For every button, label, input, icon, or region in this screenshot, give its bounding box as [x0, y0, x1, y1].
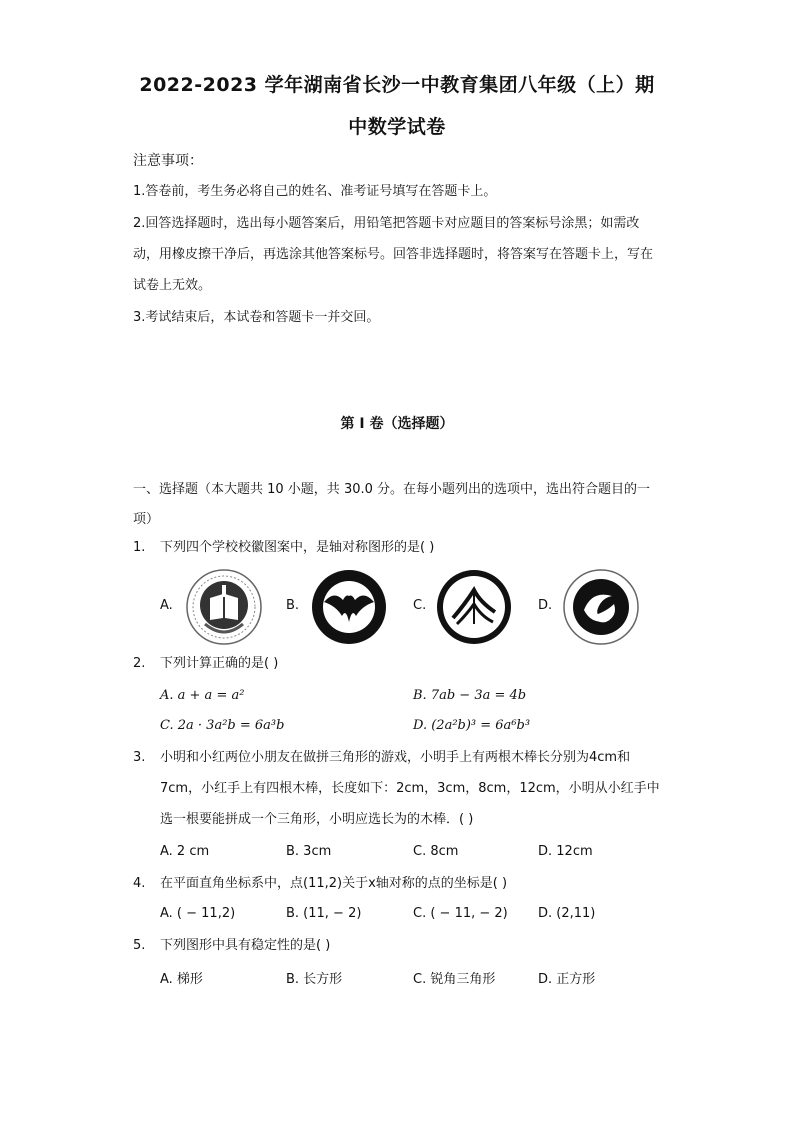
question-number: 2.: [133, 656, 146, 671]
question-number: 5.: [133, 938, 146, 953]
option-2d: D. (2a²b)³ = 6a⁶b³: [413, 718, 531, 733]
option-5b: B. 长方形: [286, 972, 343, 987]
question-text: 下列计算正确的是( ): [160, 656, 279, 671]
notice-item-1: 1.答卷前，考生务必将自己的姓名、准考证号填写在答题卡上。: [133, 184, 497, 199]
option-1a-label: A.: [160, 598, 173, 613]
question-text: 在平面直角坐标系中，点(11,2)关于x轴对称的点的坐标是( ): [160, 876, 508, 891]
option-5d: D. 正方形: [538, 972, 596, 987]
option-4d: D. (2,11): [538, 906, 596, 921]
question-number: 4.: [133, 876, 146, 891]
option-3d: D. 12cm: [538, 844, 593, 859]
notice-heading: 注意事项：: [133, 153, 203, 169]
option-3c: C. 8cm: [413, 844, 459, 859]
question-text: 小明和小红两位小朋友在做拼三角形的游戏，小明手上有两根木棒长分别为4cm和7cm，小红手上有四根木棒，长度如下：2cm，3cm，8cm，12cm，小明从小红手中选一根要能拼成一个三角形，小明应选长为的木棒．( ): [160, 750, 660, 827]
question-number: 1.: [133, 540, 146, 555]
question-text: 下列图形中具有稳定性的是( ): [160, 938, 331, 953]
option-5c: C. 锐角三角形: [413, 972, 496, 987]
notice-item-3: 3.考试结束后，本试卷和答题卡一并交回。: [133, 310, 380, 325]
option-1c-label: C.: [413, 598, 427, 613]
notice-item-2: 2.回答选择题时，选出每小题答案后，用铅笔把答题卡对应题目的答案标号涂黑；如需改动，用橡皮擦干净后，再选涂其他答案标号。回答非选择题时，将答案写在答题卡上，写在试卷上无效。: [133, 216, 654, 293]
swirl-emblem-icon: [562, 568, 640, 646]
option-3b: B. 3cm: [286, 844, 332, 859]
option-3a: A. 2 cm: [160, 844, 210, 859]
question-number: 3.: [133, 750, 146, 765]
book-emblem-icon: [185, 568, 263, 646]
option-5a: A. 梯形: [160, 972, 203, 987]
option-1b-label: B.: [286, 598, 300, 613]
option-2b: B. 7ab − 3a = 4b: [413, 688, 527, 703]
option-2a: A. a + a = a²: [160, 688, 245, 703]
option-2c: C. 2a · 3a²b = 6a³b: [160, 718, 285, 733]
peak-emblem-icon: [435, 568, 513, 646]
option-4c: C. ( − 11, − 2): [413, 906, 508, 921]
bat-emblem-icon: [310, 568, 388, 646]
exam-title-line1: 2022-2023 学年湖南省长沙一中教育集团八年级（上）期: [139, 74, 655, 96]
option-4b: B. (11, − 2): [286, 906, 362, 921]
option-1d-label: D.: [538, 598, 553, 613]
part-heading: 一、选择题（本大题共 10 小题，共 30.0 分。在每小题列出的选项中，选出符合题目的一项）: [133, 482, 651, 527]
question-text: 下列四个学校校徽图案中，是轴对称图形的是( ): [160, 540, 435, 555]
option-4a: A. ( − 11,2): [160, 906, 236, 921]
section-title: 第 I 卷（选择题）: [340, 416, 454, 432]
exam-title-line2: 中数学试卷: [348, 116, 446, 138]
